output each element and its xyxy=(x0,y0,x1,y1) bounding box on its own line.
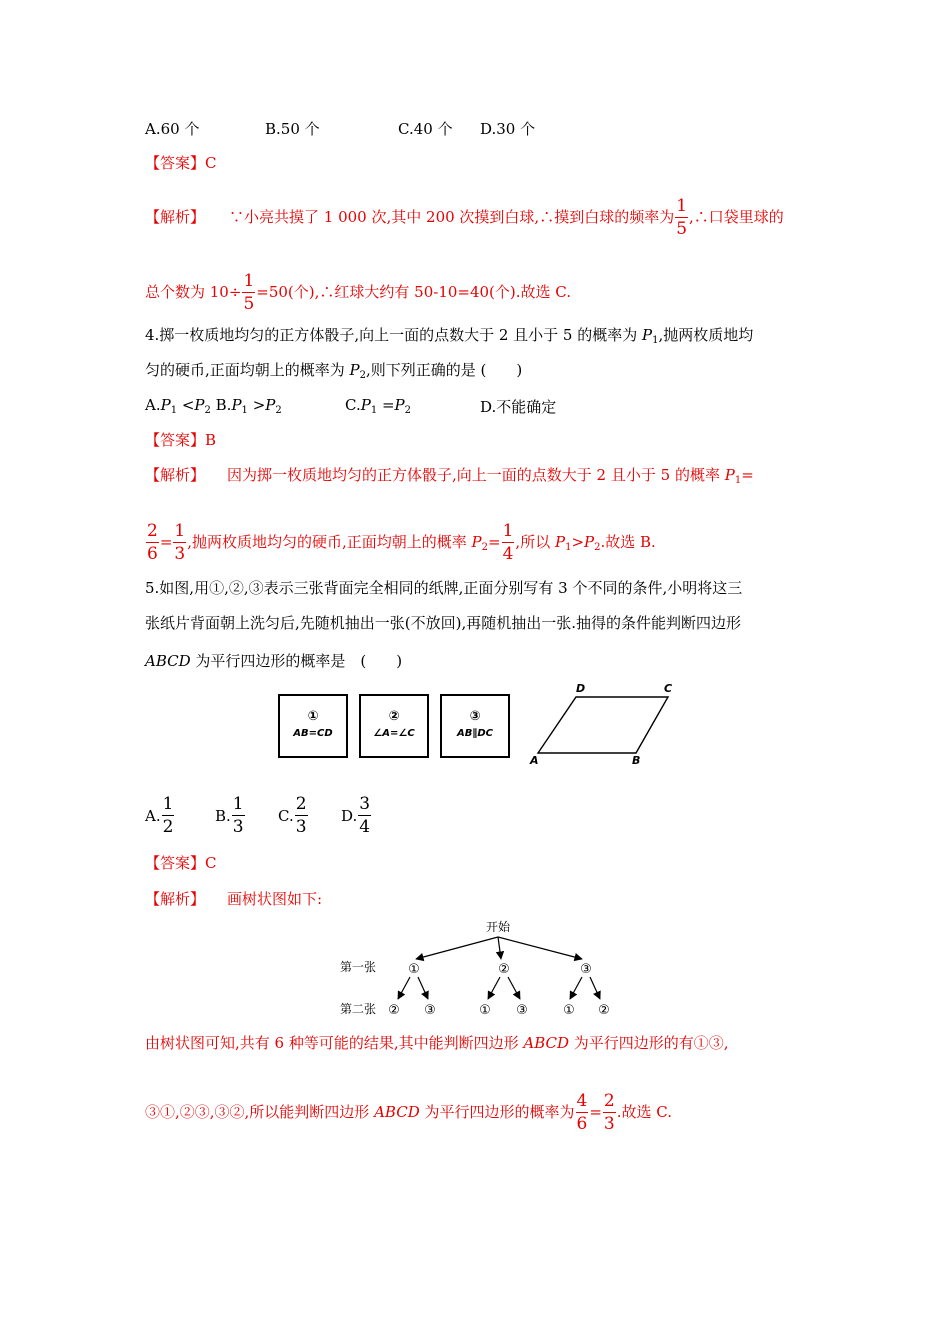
tree-diagram xyxy=(330,915,650,1025)
fraction: $\frac{1}{5}$ xyxy=(243,271,255,314)
analysis-text: ,抛两枚质地均匀的硬币,正面均朝上的概率 xyxy=(187,533,472,551)
vertex-a: A xyxy=(530,754,539,767)
fraction: $\frac{1}{3}$ xyxy=(174,521,186,564)
answer-tag: 【答案】 xyxy=(145,154,206,172)
analysis-tag: 【解析】 xyxy=(145,466,206,484)
abcd-symbol: ABCD xyxy=(523,1034,570,1052)
q4-option-c: $C.P_1 =P_2$ xyxy=(345,396,411,416)
q3-analysis-line1 xyxy=(145,198,784,238)
level2-label: 第二张 xyxy=(340,1002,377,1016)
analysis-text: 为平行四边形的有①③, xyxy=(569,1034,729,1052)
stem-text: 为平行四边形的概率是 ( ) xyxy=(190,652,403,670)
analysis-text: ,所以 xyxy=(515,533,555,551)
answer-value: C xyxy=(205,854,217,872)
card-number: ③ xyxy=(469,709,481,724)
q5-stem-line1: 5.如图,用①,②,③表示三张背面完全相同的纸牌,正面分别写有 3 个不同的条件,小明将这三 xyxy=(145,579,743,597)
answer-tag: 【答案】 xyxy=(145,431,206,449)
q5-analysis-intro xyxy=(145,889,322,909)
fraction: $\frac{4}{6}$ xyxy=(576,1091,588,1134)
level1-label: 第一张 xyxy=(340,960,377,974)
fraction: $\frac{2}{6}$ xyxy=(147,521,158,564)
q3-option-c: C.40 个 xyxy=(398,120,453,138)
card-condition: AB=CD xyxy=(293,728,333,739)
stem-text: ,则下列正确的是 ( ) xyxy=(366,361,523,379)
p-symbol: P xyxy=(349,361,360,379)
subscript: 2 xyxy=(359,370,367,381)
tree-node-l2: ② xyxy=(388,1003,400,1018)
parallelogram-abcd xyxy=(529,682,672,767)
vertex-b: B xyxy=(632,754,641,767)
subscript: 1 xyxy=(734,475,742,486)
analysis-text: 为平行四边形的概率为 xyxy=(419,1103,575,1121)
answer-tag: 【答案】 xyxy=(145,854,206,872)
analysis-text: 总个数为 10÷ xyxy=(145,283,242,301)
card-condition: AB∥DC xyxy=(456,728,494,739)
card-number: ① xyxy=(307,709,319,724)
answer-value: B xyxy=(205,431,217,449)
q5-stem-line2: 张纸片背面朝上洗匀后,先随机抽出一张(不放回),再随机抽出一张.抽得的条件能判断四边形 xyxy=(145,614,742,632)
q5-option-b: B. $\frac{1}{3}$ xyxy=(215,794,244,837)
p-symbol: P xyxy=(642,326,653,344)
tree-node-l2: ② xyxy=(598,1003,610,1018)
q4-analysis-line2: $\frac{2}{6}$ = $\frac{1}{3}$ ,抛两枚质地均匀的硬币,正面均朝上的概率 $P_2=$ $\frac{1}{4}$ ,所以 $P_1>P_2$.故选 B. xyxy=(147,521,656,564)
analysis-tag: 【解析】 xyxy=(145,890,206,908)
tree-node-l2: ③ xyxy=(424,1003,436,1018)
q5-option-d: D. $\frac{3}{4}$ xyxy=(341,794,371,837)
q5-conclusion-line1 xyxy=(145,1033,729,1053)
q4-answer xyxy=(145,430,216,450)
tree-node-l2: ① xyxy=(479,1003,491,1018)
q4-analysis-line1 xyxy=(145,465,754,491)
card-number: ② xyxy=(388,709,400,724)
q4-option-d: D.不能确定 xyxy=(480,398,557,416)
tree-node-l1: ② xyxy=(498,962,510,977)
q5-answer xyxy=(145,853,217,873)
p-symbol: P xyxy=(724,466,735,484)
tree-node-l1: ① xyxy=(408,962,420,977)
tree-node-l1: ③ xyxy=(580,962,592,977)
q4-option-ab: $A.P_1 <P_2$ $B.P_1 >P_2$ xyxy=(145,396,282,416)
stem-text: 匀的硬币,正面均朝上的概率为 xyxy=(145,361,350,379)
fraction: $\frac{1}{5}$ xyxy=(676,196,688,239)
analysis-text: =50(个),∴红球大约有 50-10=40(个).故选 C. xyxy=(256,283,572,301)
vertex-d: D xyxy=(576,682,586,695)
analysis-text: ③①,②③,③②,所以能判断四边形 xyxy=(145,1103,375,1121)
fraction: $\frac{1}{4}$ xyxy=(502,521,514,564)
tree-start: 开始 xyxy=(485,920,511,934)
vertex-c: C xyxy=(664,682,673,695)
analysis-text: 画树状图如下: xyxy=(227,890,323,908)
card-1 xyxy=(279,695,347,757)
card-3 xyxy=(441,695,509,757)
analysis-text: ∵小亮共摸了 1 000 次,其中 200 次摸到白球,∴摸到白球的频率为 xyxy=(229,208,675,226)
analysis-text: = xyxy=(741,466,754,484)
analysis-tag: 【解析】 xyxy=(145,208,206,226)
q3-option-d: D.30 个 xyxy=(480,120,536,138)
abcd-symbol: ABCD xyxy=(145,652,191,670)
q4-stem-line1 xyxy=(145,325,753,351)
q5-option-c: C. $\frac{2}{3}$ xyxy=(278,794,307,837)
stem-text: 4.掷一枚质地均匀的正方体骰子,向上一面的点数大于 2 且小于 5 的概率为 xyxy=(145,326,643,344)
q5-stem-line3 xyxy=(145,651,402,671)
analysis-text: 由树状图可知,共有 6 种等可能的结果,其中能判断四边形 xyxy=(145,1034,524,1052)
q3-answer xyxy=(145,153,217,173)
q5-conclusion-line2: ③①,②③,③②,所以能判断四边形 ABCD 为平行四边形的概率为 $\frac{4}{6}$ = $\frac{2}{3}$ .故选 C. xyxy=(145,1091,672,1134)
analysis-text: 因为掷一枚质地均匀的正方体骰子,向上一面的点数大于 2 且小于 5 的概率 xyxy=(227,466,725,484)
tree-node-l2: ③ xyxy=(516,1003,528,1018)
stem-text: ,抛两枚质地均 xyxy=(658,326,754,344)
analysis-text: ,∴口袋里球的 xyxy=(689,208,784,226)
q3-option-a: A.60 个 xyxy=(145,120,200,138)
subscript: 1 xyxy=(652,335,659,346)
analysis-text: .故选 C. xyxy=(616,1103,672,1121)
q3-analysis-line2 xyxy=(145,273,571,313)
q3-option-b: B.50 个 xyxy=(265,120,320,138)
card-condition: ∠A=∠C xyxy=(373,728,415,739)
abcd-symbol: ABCD xyxy=(374,1103,420,1121)
analysis-text: .故选 B. xyxy=(600,533,656,551)
q5-option-a: A. $\frac{1}{2}$ xyxy=(145,794,174,837)
q4-stem-line2 xyxy=(145,360,522,386)
tree-node-l2: ① xyxy=(563,1003,575,1018)
cards-and-parallelogram-figure xyxy=(270,680,690,770)
fraction: $\frac{2}{3}$ xyxy=(603,1091,615,1134)
card-2 xyxy=(360,695,428,757)
answer-value: C xyxy=(205,154,217,172)
